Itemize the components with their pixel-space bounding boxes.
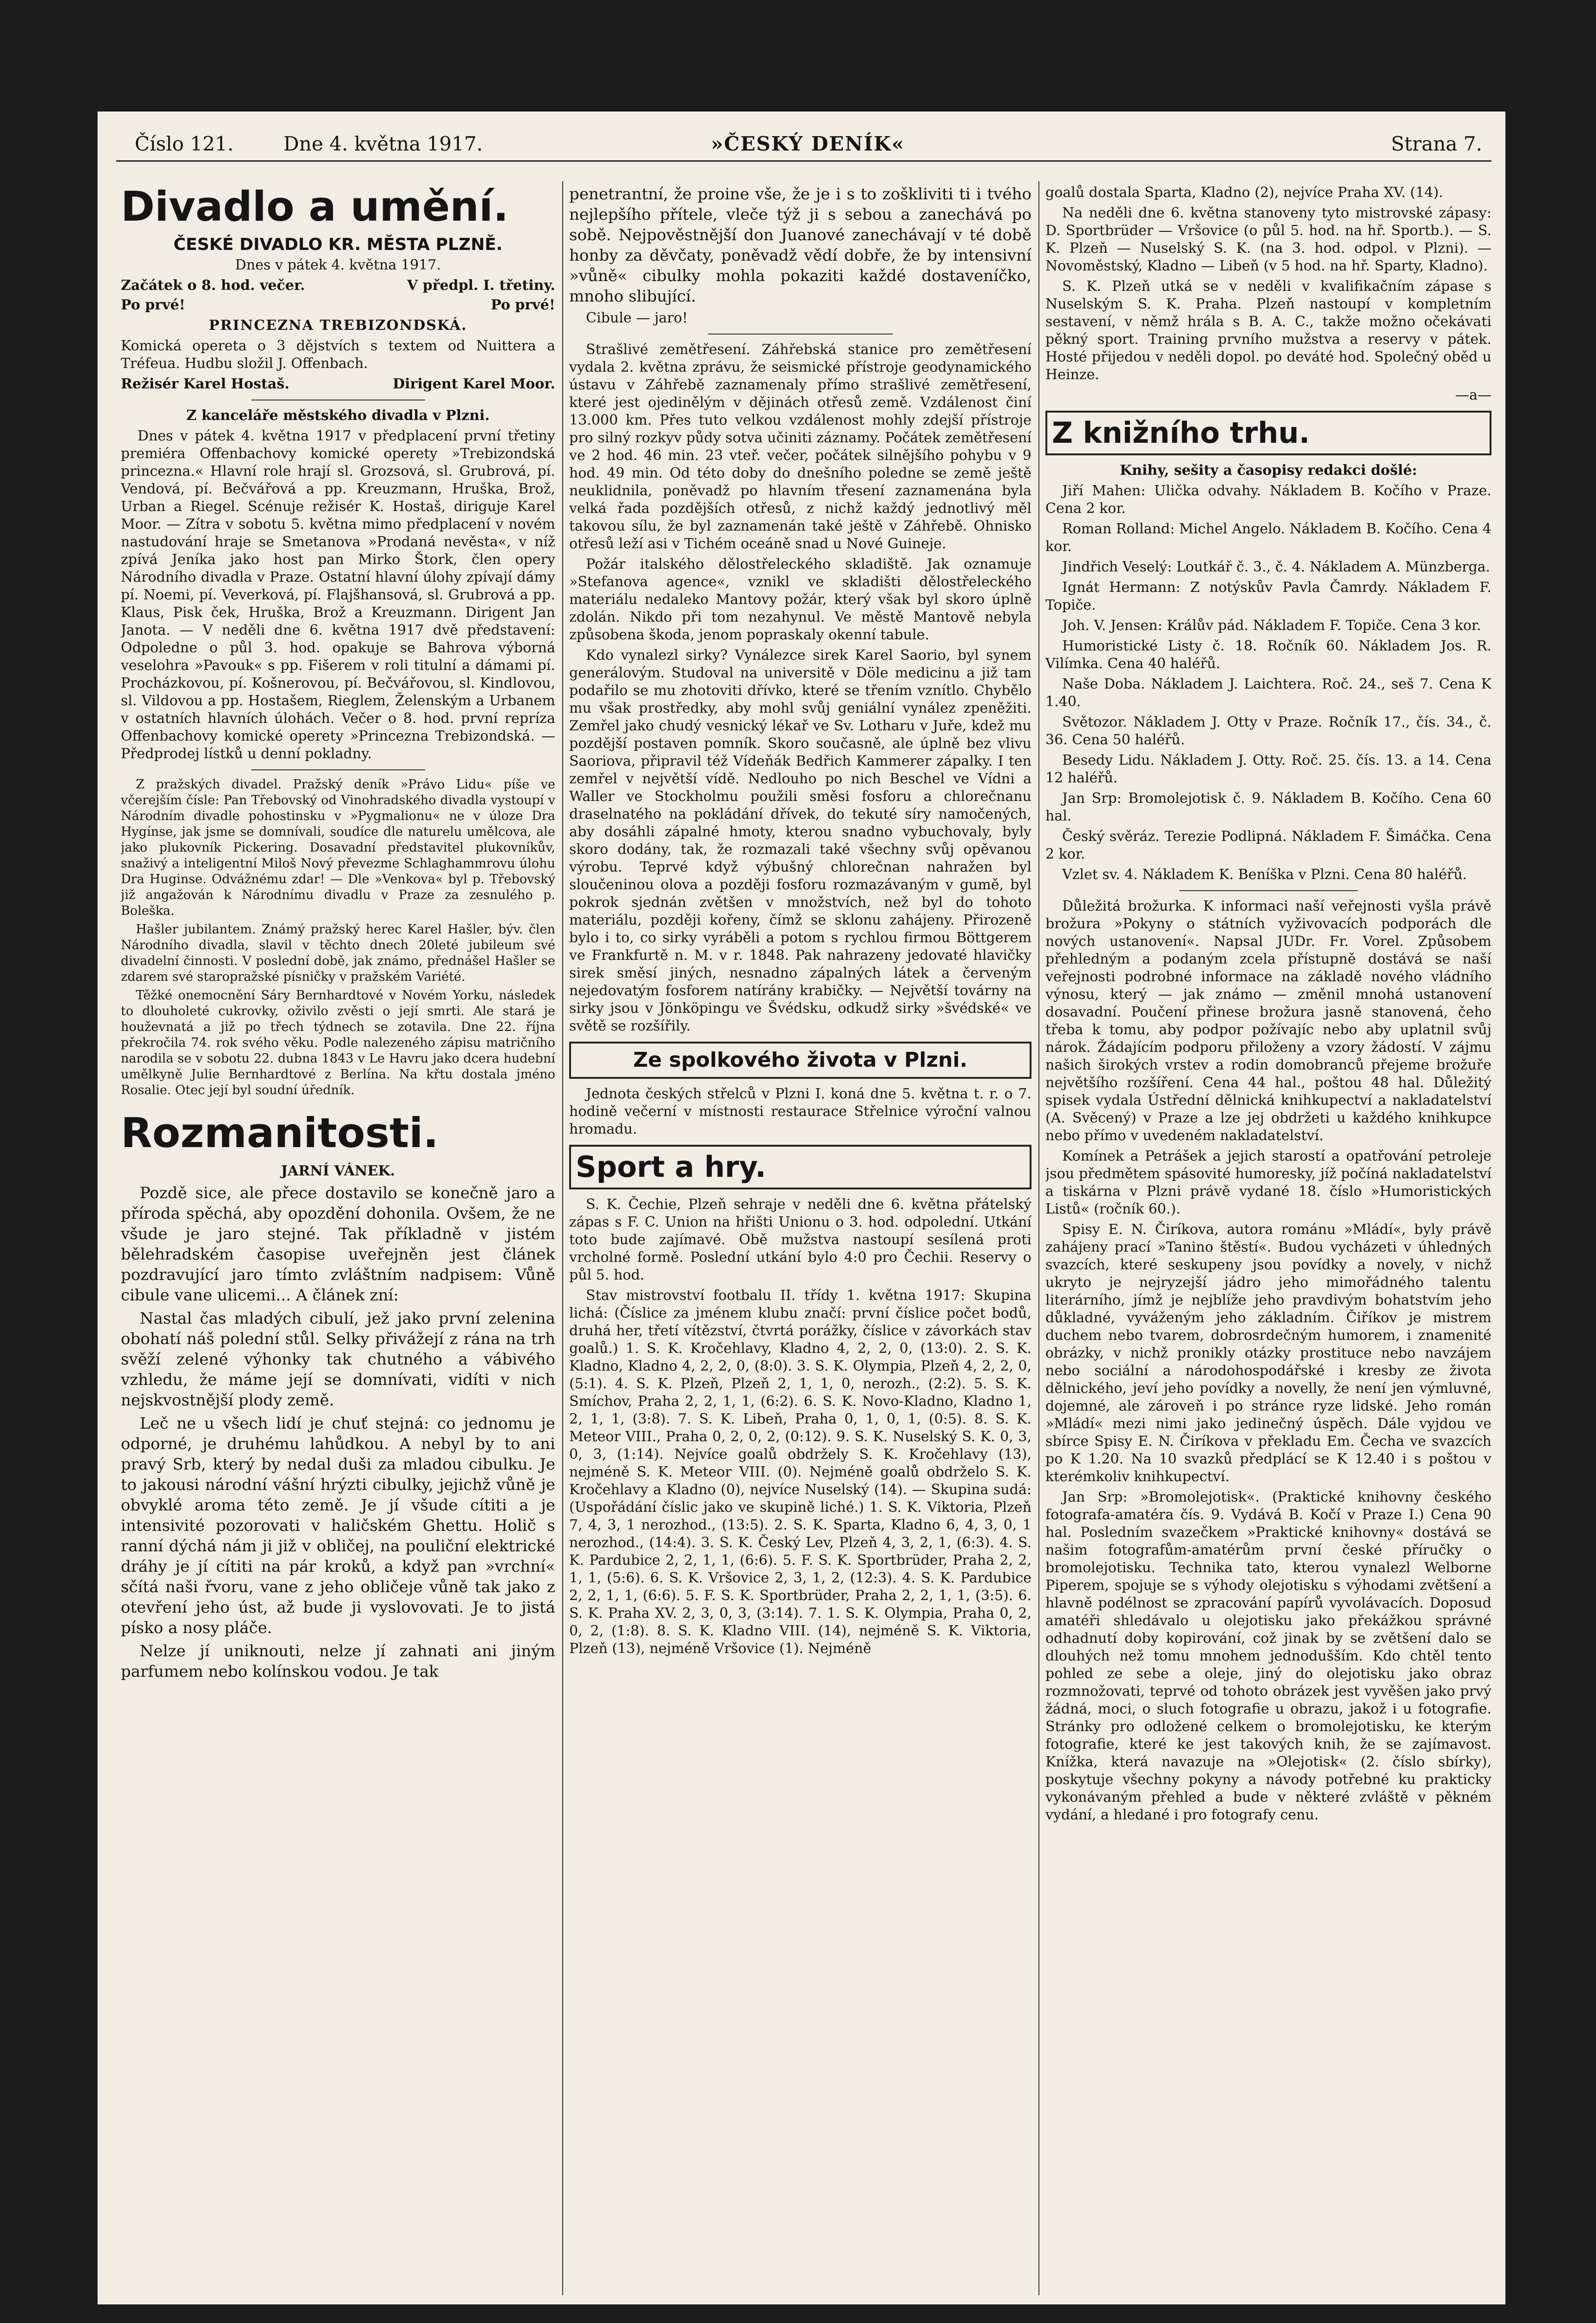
divider (708, 334, 893, 335)
books-subheading: Knihy, sešity a časopisy redakci došlé: (1120, 462, 1417, 479)
spring-paragraph-2: Nastal čas mladých cibulí, jež jako první zelenina obohatí náš polední stůl. Selky přivážejí z rána na trh svěží zelené výhonky tak chutného a vábivého vzhledu, že máme její se domnívati, vidíti v nich nejskvostnější plody země. (121, 1309, 555, 1410)
book-entry: Vzlet sv. 4. Nákladem K. Beníška v Plzni. Cena 80 haléřů. (1062, 866, 1467, 883)
sport-heading: Sport a hry. (576, 1150, 766, 1184)
sport-plzen: S. K. Plzeň utká se v neděli v kvalifikačním zápase s Nuselským S. K. Praha. Plzeň nastoupí v kompletním sestavení, v němž hrála s B. A. C., takže možno očekávati pěkný sport. Training prvního mužstva a reservy v pátek. Hosté přijedou v neděli dopol. po deváté hod. Společný oběd u Heinze. (1045, 278, 1491, 383)
premiere-row (121, 296, 555, 314)
sport-fixtures: Na neděli dne 6. května stanoveny tyto mistrovské zápasy: D. Sportbrüder — Vršovice (o půl 5. hod. na hř. Sportb.). — S. K. Plzeň — Nuselský S. K. (na 3. hod. odpol. v Plzni). — Novoměstský, Kladno — Libeň (v 5 hod. na hř. Sparty, Kladno). (1045, 205, 1491, 274)
spring-title: JARNÍ VÁNEK. (281, 1163, 395, 1179)
book-entry: Světozor. Nákladem J. Otty v Praze. Ročník 17., čís. 34., č. 36. Cena 50 haléřů. (1045, 714, 1491, 748)
play-description: Komická opereta o 3 dějstvích s textem od Nuittera a Tréfeua. Hudbu složil J. Offenbach. (121, 338, 555, 372)
masthead: »ČESKÝ DENÍK« (711, 132, 905, 155)
spring-sign-off: Cibule — jaro! (586, 310, 688, 326)
book-entry: Humoristické Listy č. 18. Ročník 60. Nákladem Jos. R. Vilímka. Cena 40 haléřů. (1045, 638, 1491, 672)
matches-article: Kdo vynalezl sirky? Vynálezce sirek Karel Saorio, byl synem generálovým. Studoval na universitě v Döle medicinu a již tam podařilo se mu zhotoviti dřívko, které se třením vznítlo. Chybělo mu však prostředky, aby mohl svůj geniální vynález zpeněžiti. Zemřel jako chudý vesnický lékař ve Sv. Lotharu v Juře, kdež mu pozdější postaven pomník. Skoro současně, ale úplně bez vlivu Saoriova, připravil též Vídeňák Bedřich Kammerer zápalky. I ten zemřel v největší vídě. Nedlouho po nich Beschel ve Vídni a Waller ve Stockholmu použili směsi fosforu a chlorečnanu draselnatého na pokládání dřívek, do tekuté síry namočených, aby dosáhli zápalné hmoty, kterou snadno vybuchovaly, byly skoro dodány, tak, že rozmazali také všechny svůj opěvanou výrobu. Teprvé když výbušný chlorečnan nahražen byl sloučeninou olova a později fosforu rozmazávaným v gumě, byl pokrok sjednán zvětšen v množstvích, než byl do tohoto materiálu, později kořeny, čímž se sklonu zahájeny. Přirozeně bylo i to, co sirky vyráběli a potom s rychlou firmou Böttgerem ve Frankfurtě n. M. v r. 1848. Pak nahrazeny jedovaté hlavičky sirek směsí jiných, nesnadno zápalných látek a červeným nejedovatým fosforem natírány krabičky. — Největší továrny na sirky jsou v Jönköpingu ve Švédsku, odkudž sirky »švédské« ve světě se rozšířily. (569, 647, 1031, 1034)
sport-article-1: S. K. Čechie, Plzeň sehraje v neděli dne 6. května přátelský zápas s F. C. Union na hřišti Unionu o 3. hod. odpolední. Utkání toto bude zajímavé. Obě mužstva nastoupí sesílená proti vrcholné formě. Poslední utkání bylo 4:0 pro Čechii. Reservy o půl 5. hod. (569, 1196, 1031, 1283)
divider (1179, 890, 1358, 891)
book-entry: Roman Rolland: Michel Angelo. Nákladem B. Kočího. Cena 4 kor. (1045, 521, 1491, 555)
director: Režisér Karel Hostaš. (121, 376, 289, 392)
spring-continued: penetrantní, že proine vše, že je i s to zoškliviti ti i tvého nejlepšího přítele, vleče týž ji s sebou a zanechává po sobě. Nejpověstnější don Juanové zanechávají v té době honby za děvčaty, poněvadž vědí dobře, že by intensivní »vůně« cibulky mohla pokaziti každé dostaveníčko, mnoho slibující. (569, 185, 1031, 306)
office-heading: Z kanceláře městského divadla v Plzni. (186, 407, 490, 424)
book-entry: Joh. V. Jensen: Králův pád. Nákladem F. Topiče. Cena 3 kor. (1062, 617, 1481, 634)
books-box (1045, 411, 1491, 455)
book-entry: Český svěráz. Terezie Podlipná. Nákladem F. Šimáčka. Cena 2 kor. (1045, 828, 1491, 862)
credits-row (121, 375, 555, 393)
sport-article-2: Stav mistrovství footbalu II. třídy 1. května 1917: Skupina lichá: (Číslice za jménem klubu značí: první číslice počet bodů, druhá her, třetí vítězství, čtvrtá porážky, číslice v závorkách stav goalů.) 1. S. K. Kročehlavy, Kladno 4, 2, 2, 0, (13:0). 2. S. K. Kladno, Kladno 4, 2, 2, 0, (8:0). 3. S. K. Olympia, Plzeň 4, 2, 2, 0, (5:1). 4. S. K. Plzeň, Plzeň 2, 1, 1, 0, nerozh., (2:2). 5. S. K. Smíchov, Praha 2, 2, 1, 1, (6:2). 6. S. K. Novo-Kladno, Kladno 1, 2, 1, 1, (3:8). 7. S. K. Libeň, Praha 0, 1, 0, 1, (0:5). 8. S. K. Meteor VIII., Praha 0, 2, 0, 2, (0:12). 9. S. K. Nuselský S. K. 0, 3, 0, 3, (1:14). Nejvíce goalů obdržely S. K. Kročehlavy (13), nejméně S. K. Meteor VIII. (0). Nejméně goalů obdrželo S. K. Kročehlavy a Kladno (0), nejvíce Nuselský (14). — Skupina sudá: (Uspořádání číslic jako ve skupině liché.) 1. S. K. Viktoria, Plzeň 7, 4, 3, 1 nerozhod., (13:5). 2. S. K. Sparta, Kladno 6, 4, 3, 0, 1 nerozhod., (14:4). 3. S. K. Český Lev, Plzeň 4, 3, 2, 1, (6:3). 4. S. K. Pardubice 2, 2, 1, 1, (6:6). 5. F. S. K. Sportbrüder, Praha 2, 2, 1, 1, (5:6). 6. S. K. Vršovice 2, 3, 1, 2, (12:3). 4. S. K. Pardubice 2, 2, 1, 1, (6:6). 5. F. S. K. Sportbrüder, Praha 2, 2, 1, 1, (3:5). 6. S. K. Praha XV. 2, 3, 0, 3, (3:14). 7. 1. S. K. Olympia, Praha 0, 2, 0, 2, (1:8). 8. S. K. Kladno VIII. (14), nejméně S. K. Viktoria, Plzeň (13), nejméně Vršovice (1). Nejméně (569, 1287, 1031, 1657)
premiere-right: Po prvé! (491, 297, 555, 313)
spring-paragraph-4: Nelze jí uniknouti, nelze jí zahnati ani jiným parfumem nebo kolínskou vodou. Je tak (121, 1642, 555, 1681)
running-head (116, 132, 1491, 162)
book-entry: Jan Srp: Bromolejotisk č. 9. Nákladem B. Kočího. Cena 60 hal. (1045, 790, 1491, 824)
start-time: Začátek o 8. hod. večer. (121, 277, 305, 294)
conductor: Dirigent Karel Moor. (393, 376, 555, 392)
theater-time-row (121, 277, 555, 295)
issue-date: Dne 4. května 1917. (283, 132, 483, 155)
bromolejotisk-article: Jan Srp: »Bromolejotisk«. (Praktické knihovny českého fotografa-amatéra čís. 9. Vydává B. Kočí v Praze I.) Cena 90 hal. Posledním svazečkem »Praktické knihovny« dostává se našim fotografům-amatérům první české příručky o bromolejotisku. Technika tato, kterou vynalezl Welborne Piperem, spojuje se s výhody olejotisku s výhodami zvětšení a hlavně podélnost se zpracování papírů vyvolávacích. Doposud amatéři shledávalo u olejotisku jako překážkou správné odhadnutí doby kopirování, což jinak by se zvětšení dalo se dlouhých než tomu mnohem jednodušším. Kdo chtěl tento pohled ze sebe a oleje, jiný do olejotisku jako obraz rozmnožovati, teprvé od tohoto obrázek jest vyvěšen jako prvý žádná, moci, o sluch fotografie u obrazu, jakož i u fotografie. Stránky pro odložené celkem o bromolejotisku, ke kterým fotografie, které ke jest takových knih, že se zajímavost. Knížka, která navazuje na »Olejotisk« (2. číslo sbírky), poskytuje všechny pokyny a návody potřebné ku prakticky vykonávaným přehled a bude v některé zvláště v pěkném vydání, a hledané i pro fotografy cenu. (1045, 1489, 1491, 1823)
book-entry: Besedy Lidu. Nákladem J. Otty. Roč. 25. čís. 13. a 14. Cena 12 haléřů. (1045, 752, 1491, 786)
book-entry: Jiří Mahen: Ulička odvahy. Nákladem B. Kočího v Praze. Cena 2 kor. (1045, 483, 1491, 517)
bernhardt-article: Těžké onemocnění Sáry Bernhardtové v Novém Yorku, následek to dlouholeté cukrovky, oživilo zvěsti o její smrti. Ale stará je houževnatá a již po třech týdnech se zotavila. Dne 22. října překročila 74. rok svého věku. Podle nalezeného zápisu matričního narodila se v sobotu 22. dubna 1843 v Le Havru jako dcera hudební umělkyně Julie Bernhardtové z Berlína. Na křtu dostala jméno Rosalie. Otec její byl soudní úředník. (121, 988, 555, 1097)
cirikov-article: Spisy E. N. Čiríkova, autora románu »Mládí«, byly právě zahájeny prací »Tanino štěstí«. Budou vycházeti v úhledných svazcích, které seskupeny jsou povídky a novely, v nichž ukryto je nejryzejší jádro jeho mimořádného talentu literárního, jímž je nejblíže jeho pravdivým bohatstvím jeho důkladné, vyváženým jeho základním. Čiříkov je mistrem duchem nebo tvarem, dobrosrdečným humorem, i znamenité obrázky, v nichž pronikly otázky prostituce nebo navzájem nebo sociální a národohospodářské i kresby ze života dělnického, jeví jeho povídky a novelly, že není jen výmluvné, dojemné, ale zároveň i po stránce ryze lidské. Jeho román »Mládí« mezi nimi jako jedinečný úspěch. Dále vyjdou ve sbírce Spisy E. N. Čiríkova v překladu Em. Čecha ve svazcích po K 1.20. Na 10 svazků předplácí se K 12.40 i s poštou v kterémkoliv knihkupectví. (1045, 1221, 1491, 1485)
office-article: Dnes v pátek 4. května 1917 v předplacení první třetiny premiéra Offenbachovy komické operety »Trebizondská princezna.« Hlavní role hrají sl. Grozsová, sl. Grubrová, pí. Vendová, pí. Bečvářová a pp. Kreuzmann, Hruška, Brož, Urban a Riegel. Scénuje režisér K. Hostaš, diriguje Karel Moor. — Zítra v sobotu 5. května mimo předplacení v novém nastudování hraje se Smetanova »Prodaná nevěsta«, v níž zpívá Jeníka jako host pan Mirko Štork, člen opery Národního divadla v Praze. Ostatní hlavní úlohy zpívají dámy pí. Noemi, pí. Veverková, pí. Flajšhansová, sl. Grubrová a pp. Klaus, Pisk ček, Hruška, Brož a Kreuzmann. Dirigent Jan Janota. — V neděli dne 6. května 1917 dvě představení: Odpoledne o půl 3. hod. opakuje se Bahrova výborná veselohra »Pavouk« s pp. Fišerem v roli titulní a dámami pí. Procházkovou, pí. Košnerovou, pí. Bečvářovou, sl. Kindlovou, sl. Vildovou a pp. Hostašem, Rieglem, Želenským a Urbanem v ostatních hlavních úlohách. Večer o 8. hod. první repríza Offenbachovy komické operety »Princezna Trebizondská. — Předprodej lístků u denní pokladny. (121, 428, 555, 762)
books-heading: Z knižního trhu. (1052, 416, 1310, 450)
play-title: PRINCEZNA TREBIZONDSKÁ. (209, 317, 467, 334)
column-3 (1045, 181, 1491, 2304)
theater-title: ČESKÉ DIVADLO KR. MĚSTA PLZNĚ. (173, 235, 503, 254)
book-entry: Jindřich Veselý: Loutkář č. 3., č. 4. Nákladem A. Münzberga. (1062, 559, 1491, 575)
hasler-article: Hašler jubilantem. Známý pražský herec Karel Hašler, býv. člen Národního divadla, slavil v těchto dnech 20leté jubileum své divadelní činnosti. V poslední době, jak známo, přednášel Hašler se zdarem své staropražské písničky v pražském Variété. (121, 922, 555, 984)
premiere-left: Po prvé! (121, 297, 185, 313)
column-rule-2 (1038, 181, 1039, 2295)
issue-number: Číslo 121. (135, 132, 234, 155)
column-2 (569, 181, 1031, 2304)
sport-box (569, 1145, 1031, 1189)
club-heading: Ze spolkového života v Plzni. (633, 1048, 968, 1072)
fire-article: Požár italského dělostřeleckého skladiště. Jak oznamuje »Stefanova agence«, vznikl ve skladišti dělostřeleckého materiálu nedaleko Mantovy požár, který však byl skoro úplně zdolán. Nikdo při tom nezahynul. Ve městě Mantově nebyla způsobena škoda, jenom popraskaly okenní tabule. (569, 556, 1031, 643)
column-rule-1 (562, 181, 563, 2295)
newspaper-page (98, 112, 1505, 2304)
theater-today: Dnes v pátek 4. května 1917. (235, 257, 441, 273)
club-box (569, 1042, 1031, 1079)
brochure-article: Důležitá brožurka. K informaci naší veřejnosti vyšla právě brožura »Pokyny o státních vyživovacích podporách dle nových ustanovení«. Napsal JUDr. Fr. Vorel. Způsobem přehledným a podaným zcela přístupně dostává se naší veřejnosti podrobné informace na základě nového vládního výnosu, který — jak známo — změnil mnohá ustanovení dosavadní. Poučení přinese brožura jasně stanovená, čeho třeba k tomu, aby podpor požívajíc nebo aby uplatnil svůj nárok. Žádajícím podporu přiloženy a vzory žádostí. V zájmu našich širokých vrstev a rodin domobranců přejeme brožuře největšího rozšíření. Cena 44 hal., poštou 48 hal. Důležitý spisek vydala Ústřední dělnická knihkupectví a nakladatelství (A. Svěcený) v Praze a lze jej obdržeti u každého knihkupce nebo přímo v uvedeném nakladatelství. (1045, 898, 1491, 1144)
section-title-theater: Divadlo a umění. (121, 183, 509, 230)
kominek-article: Komínek a Petrášek a jejich starostí a opatřování petroleje jsou předmětem spásovité humoresky, jíž počíná nakladatelství a tiskárna v Plzni právě vydané 18. číslo »Humoristických Listů« (ročník 60.). (1045, 1148, 1491, 1217)
column-1 (121, 181, 555, 2304)
spring-paragraph-3: Leč ne u všech lidí je chuť stejná: co jednomu je odporné, je druhému lahůdkou. A nebyl by to ani pravý Srb, který by nedal duši za mladou cibulku. Je to jakousi národní vášní hrýzti cibulky, jejichž vůně je obvyklé aroma této země. Je jí všude cítiti a je intensivité pozorovati v haličském Ghettu. Holič s ranní dýchá nám ji již v obličej, na pouliční elektrické dráhy je jí cítiti na pár kroků, a když pan »vrchní« sčítá naši řvoru, vane z jeho obličeje vůně tak jako z otevření jeho úst, až bude ji vyslovovati. Je to jistá písko a nosy pláče. (121, 1414, 555, 1637)
book-entry: Naše Doba. Nákladem J. Laichtera. Roč. 24., seš 7. Cena K 1.40. (1045, 676, 1491, 710)
earthquake-article: Strašlivé zemětřesení. Záhřebská stanice pro zemětřesení vydala 2. května zprávu, že seismické přístroje geodynamického ústavu v Záhřebě zaznamenaly přímo strašlivé zemětřesení, které jest ojedinělým v dějinách otřesů země. Vzdálenost činí 13.000 km. Přes tuto velkou vzdálenost mohly zdejší přístroje pro silný rozkyv půdy sotva učiniti záznamy. Počátek zemětřesení ve 2 hod. 46 min. 23 vteř. večer, počátek silnějšího pohybu v 9 hod. 49 min. Od této doby do dnešního poledne se země ještě neuklidnila, poněvadž po hlavním třesení zaznamenána byla velká řada pozdějších otřesů, z nichž každý jednotlivý měl takovou sílu, že byl zaznamenán také ještě v Záhřebě. Ohnisko otřesů leží asi v Tichém oceáně snad u Nové Guineje. (569, 341, 1031, 552)
sport-continued: goalů dostala Sparta, Kladno (2), nejvíce Praha XV. (14). (1045, 184, 1443, 201)
section-title-miscellany: Rozmanitosti. (121, 1109, 439, 1157)
subscription: V předpl. I. třetiny. (407, 277, 555, 294)
book-entry: Ignát Hermann: Z notýskův Pavla Čamrdy. Nákladem F. Topiče. (1045, 579, 1491, 613)
club-article: Jednota českých střelců v Plzni I. koná dne 5. května t. r. o 7. hodině večerní v místnosti restaurace Střelnice výroční valnou hromadu. (569, 1086, 1031, 1137)
sport-signature: —a— (1455, 387, 1491, 403)
page-number: Strana 7. (1391, 132, 1482, 155)
divider (251, 769, 425, 770)
spring-paragraph-1: Pozdě sice, ale přece dostavilo se konečně jaro a příroda spěchá, aby opozdění dohonila. Ovšem, že ne všude je jaro stejné. Tak příkladně v jistém bělehradském časopise uveřejněn jest článek pozdravující jaro tímto zvláštním nadpisem: Vůně cibule vane ulicemi... A článek zní: (121, 1184, 555, 1305)
prague-theaters-article: Z pražských divadel. Pražský deník »Právo Lidu« píše ve včerejším čísle: Pan Třebovský od Vinohradského divadla vystoupí v Národním divadle pohostinsku v »Pygmalionu« ne v úloze Dra Hygínse, jak jsme se domnívali, soudíce dle naturelu umělcova, ale jako plukovník Pickering. Dosavadní představitel plukovníkův, snaživý a inteligentní Miloš Nový převezme Schlaghammrovu úlohu Dra Huginse. Odvážnému zdar! — Dle »Venkova« byl p. Třebovský již angažován k Národnímu divadlu v Praze za zesnulého p. Boleška. (121, 777, 555, 918)
